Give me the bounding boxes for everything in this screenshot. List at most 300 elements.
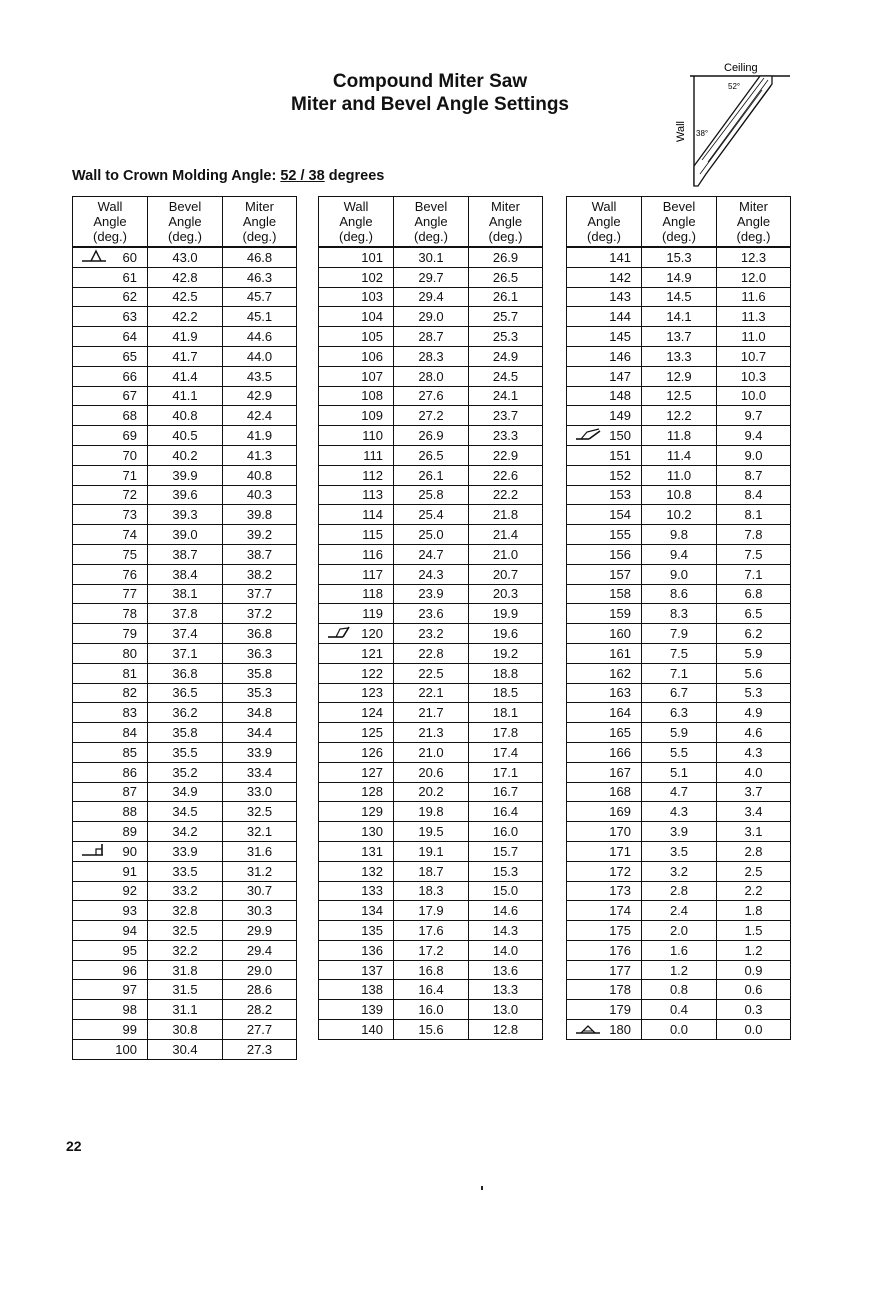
wall-angle-cell: 103 [319, 287, 394, 307]
table-row [73, 822, 297, 842]
bevel-angle-cell: 0.0 [642, 1020, 717, 1040]
table-row [73, 841, 297, 861]
bevel-angle-cell: 11.0 [642, 465, 717, 485]
print-speck [481, 1186, 483, 1190]
bevel-angle-cell: 34.2 [148, 822, 223, 842]
bevel-angle-cell: 37.1 [148, 643, 223, 663]
wall-angle-cell: 179 [567, 1000, 642, 1020]
bevel-angle-cell: 17.6 [394, 921, 469, 941]
miter-angle-cell: 36.3 [223, 643, 297, 663]
table-row [73, 960, 297, 980]
wall-angle-cell: 104 [319, 307, 394, 327]
wall-angle-cell: 98 [73, 1000, 148, 1020]
table-row [73, 901, 297, 921]
miter-angle-cell: 24.1 [469, 386, 543, 406]
miter-angle-cell: 29.4 [223, 940, 297, 960]
table-row [319, 960, 543, 980]
bevel-angle-cell: 23.6 [394, 604, 469, 624]
bevel-angle-cell: 29.4 [394, 287, 469, 307]
miter-angle-cell: 0.9 [717, 960, 791, 980]
bevel-angle-cell: 28.7 [394, 327, 469, 347]
miter-angle-cell: 33.9 [223, 742, 297, 762]
miter-angle-cell: 6.2 [717, 624, 791, 644]
molding-angle-heading [72, 168, 384, 184]
miter-angle-cell: 12.0 [717, 267, 791, 287]
miter-angle-cell: 41.3 [223, 445, 297, 465]
table-row [567, 881, 791, 901]
bevel-angle-cell: 40.2 [148, 445, 223, 465]
bevel-angle-cell: 15.3 [642, 247, 717, 267]
wall-angle-cell: 109 [319, 406, 394, 426]
miter-angle-cell: 46.8 [223, 247, 297, 267]
bevel-angle-cell: 1.2 [642, 960, 717, 980]
wall-angle-header: Wall Angle (deg.) [73, 197, 148, 248]
bevel-angle-cell: 20.2 [394, 782, 469, 802]
table-row [567, 762, 791, 782]
bevel-angle-header: Bevel Angle (deg.) [394, 197, 469, 248]
wall-angle-cell: 84 [73, 723, 148, 743]
table-row [319, 624, 543, 644]
table-row [73, 485, 297, 505]
miter-angle-cell: 11.0 [717, 327, 791, 347]
wall-angle-cell: 65 [73, 346, 148, 366]
miter-angle-cell: 13.3 [469, 980, 543, 1000]
wall-angle-cell: 146 [567, 346, 642, 366]
table-row [567, 841, 791, 861]
wall-angle-cell: 96 [73, 960, 148, 980]
wall-angle-cell: 64 [73, 327, 148, 347]
angle-table-141-180 [566, 196, 791, 1040]
miter-angle-cell: 24.9 [469, 346, 543, 366]
bevel-angle-cell: 38.7 [148, 544, 223, 564]
miter-angle-cell: 14.0 [469, 940, 543, 960]
table-row [567, 940, 791, 960]
bevel-angle-cell: 33.2 [148, 881, 223, 901]
table-row [319, 485, 543, 505]
wall-angle-cell: 92 [73, 881, 148, 901]
miter-angle-cell: 19.9 [469, 604, 543, 624]
miter-angle-cell: 14.3 [469, 921, 543, 941]
wall-angle-cell: 121 [319, 643, 394, 663]
table-row [567, 445, 791, 465]
table-header-row [73, 197, 297, 248]
table-row [567, 267, 791, 287]
table-row [73, 643, 297, 663]
bevel-angle-cell: 12.5 [642, 386, 717, 406]
table-row [567, 683, 791, 703]
table-row [319, 703, 543, 723]
miter-angle-cell: 8.4 [717, 485, 791, 505]
wall-angle-cell: 132 [319, 861, 394, 881]
bevel-angle-cell: 38.4 [148, 564, 223, 584]
wall-angle-cell: 168 [567, 782, 642, 802]
table-row [319, 346, 543, 366]
wall-angle-cell: 66 [73, 366, 148, 386]
wall-angle-cell: 62 [73, 287, 148, 307]
miter-angle-cell: 18.8 [469, 663, 543, 683]
bevel-angle-cell: 24.7 [394, 544, 469, 564]
table-row [73, 703, 297, 723]
bevel-angle-cell: 9.8 [642, 525, 717, 545]
table-row [73, 247, 297, 267]
bevel-angle-cell: 17.2 [394, 940, 469, 960]
bevel-angle-cell: 7.9 [642, 624, 717, 644]
miter-angle-cell: 38.2 [223, 564, 297, 584]
table-row [319, 584, 543, 604]
miter-angle-cell: 0.0 [717, 1020, 791, 1040]
table-row [567, 723, 791, 743]
miter-angle-cell: 34.4 [223, 723, 297, 743]
miter-angle-cell: 30.3 [223, 901, 297, 921]
wall-angle-cell: 95 [73, 940, 148, 960]
miter-angle-cell: 18.1 [469, 703, 543, 723]
bevel-angle-cell: 34.5 [148, 802, 223, 822]
wall-angle-cell: 93 [73, 901, 148, 921]
page-title: Compound Miter Saw [332, 71, 528, 92]
wall-angle-cell: 160 [567, 624, 642, 644]
right-angle-corner-icon [81, 843, 107, 860]
miter-angle-cell: 20.3 [469, 584, 543, 604]
wall-angle-cell: 128 [319, 782, 394, 802]
miter-angle-cell: 21.0 [469, 544, 543, 564]
table-header-row [567, 197, 791, 248]
table-row [319, 742, 543, 762]
bevel-angle-cell: 21.7 [394, 703, 469, 723]
miter-angle-cell: 31.6 [223, 841, 297, 861]
bevel-angle-cell: 6.3 [642, 703, 717, 723]
wall-angle-cell: 141 [567, 247, 642, 267]
miter-angle-cell: 9.7 [717, 406, 791, 426]
table-row [567, 1000, 791, 1020]
bevel-angle-cell: 9.4 [642, 544, 717, 564]
table-row [73, 1000, 297, 1020]
bevel-angle-cell: 28.3 [394, 346, 469, 366]
bevel-angle-cell: 4.3 [642, 802, 717, 822]
wall-angle-cell: 152 [567, 465, 642, 485]
bevel-angle-cell: 39.9 [148, 465, 223, 485]
wall-angle-cell: 130 [319, 822, 394, 842]
table-row [319, 921, 543, 941]
wall-angle-cell: 110 [319, 426, 394, 446]
angle-table-101-140 [318, 196, 543, 1040]
wall-angle-cell: 79 [73, 624, 148, 644]
miter-angle-cell: 1.5 [717, 921, 791, 941]
wall-angle-cell: 114 [319, 505, 394, 525]
miter-angle-cell: 11.6 [717, 287, 791, 307]
table-row [73, 307, 297, 327]
molding-angle-prefix: Wall to Crown Molding Angle: [72, 168, 281, 184]
miter-angle-cell: 19.6 [469, 624, 543, 644]
wall-angle-cell: 124 [319, 703, 394, 723]
bevel-angle-cell: 27.6 [394, 386, 469, 406]
wall-angle-cell: 111 [319, 445, 394, 465]
table-row [567, 782, 791, 802]
bevel-angle-cell: 19.8 [394, 802, 469, 822]
table-row [319, 564, 543, 584]
table-row [73, 366, 297, 386]
miter-angle-cell: 14.6 [469, 901, 543, 921]
bevel-angle-cell: 23.2 [394, 624, 469, 644]
table-row [319, 465, 543, 485]
wall-angle-cell: 68 [73, 406, 148, 426]
miter-angle-cell: 7.8 [717, 525, 791, 545]
bevel-angle-cell: 15.6 [394, 1020, 469, 1040]
bevel-angle-cell: 34.9 [148, 782, 223, 802]
wall-angle-cell: 105 [319, 327, 394, 347]
bevel-angle-cell: 30.1 [394, 247, 469, 267]
table-row [567, 663, 791, 683]
bevel-angle-cell: 24.3 [394, 564, 469, 584]
wall-angle-cell: 76 [73, 564, 148, 584]
miter-angle-cell: 22.6 [469, 465, 543, 485]
miter-angle-cell: 41.9 [223, 426, 297, 446]
table-row [319, 861, 543, 881]
miter-angle-cell: 28.6 [223, 980, 297, 1000]
bevel-angle-cell: 39.0 [148, 525, 223, 545]
wall-angle-cell: 140 [319, 1020, 394, 1040]
wall-angle-cell: 176 [567, 940, 642, 960]
bevel-angle-cell: 19.5 [394, 822, 469, 842]
table-row [319, 544, 543, 564]
bevel-angle-cell: 26.9 [394, 426, 469, 446]
miter-angle-cell: 22.9 [469, 445, 543, 465]
miter-angle-cell: 5.3 [717, 683, 791, 703]
miter-angle-cell: 7.1 [717, 564, 791, 584]
angle-table-60-100 [72, 196, 297, 1060]
table-row [319, 247, 543, 267]
wall-angle-cell: 125 [319, 723, 394, 743]
miter-angle-cell: 20.7 [469, 564, 543, 584]
miter-angle-cell: 22.2 [469, 485, 543, 505]
bevel-angle-cell: 5.1 [642, 762, 717, 782]
bevel-angle-cell: 10.2 [642, 505, 717, 525]
wall-angle-cell: 169 [567, 802, 642, 822]
table-row [73, 426, 297, 446]
table-row [567, 346, 791, 366]
miter-angle-cell: 27.7 [223, 1020, 297, 1040]
bevel-angle-cell: 12.9 [642, 366, 717, 386]
table-row [73, 386, 297, 406]
table-row [73, 683, 297, 703]
table-row [567, 643, 791, 663]
miter-angle-cell: 27.3 [223, 1039, 297, 1059]
wall-angle-cell: 72 [73, 485, 148, 505]
bevel-angle-cell: 11.8 [642, 426, 717, 446]
miter-angle-cell: 2.5 [717, 861, 791, 881]
table-row [567, 1020, 791, 1040]
miter-angle-cell: 26.9 [469, 247, 543, 267]
miter-angle-cell: 7.5 [717, 544, 791, 564]
wall-angle-cell: 63 [73, 307, 148, 327]
wall-angle-cell: 75 [73, 544, 148, 564]
wall-angle-cell: 61 [73, 267, 148, 287]
bevel-angle-cell: 13.7 [642, 327, 717, 347]
table-row [73, 861, 297, 881]
wide-obtuse-corner-icon [575, 427, 601, 444]
miter-angle-cell: 26.1 [469, 287, 543, 307]
bevel-angle-cell: 22.1 [394, 683, 469, 703]
bevel-angle-cell: 16.8 [394, 960, 469, 980]
table-row [319, 1000, 543, 1020]
miter-angle-cell: 15.0 [469, 881, 543, 901]
molding-angle-suffix: degrees [324, 168, 385, 184]
bevel-angle-cell: 16.0 [394, 1000, 469, 1020]
crown-molding-diagram [672, 56, 802, 188]
table-row [73, 564, 297, 584]
bevel-angle-cell: 43.0 [148, 247, 223, 267]
table-row [73, 465, 297, 485]
table-row [319, 940, 543, 960]
wall-angle-cell: 136 [319, 940, 394, 960]
wall-angle-cell: 149 [567, 406, 642, 426]
wall-angle-cell: 174 [567, 901, 642, 921]
miter-angle-cell: 32.1 [223, 822, 297, 842]
table-row [319, 683, 543, 703]
wall-angle-cell: 159 [567, 604, 642, 624]
bevel-angle-cell: 41.9 [148, 327, 223, 347]
miter-angle-cell: 3.7 [717, 782, 791, 802]
bevel-angle-cell: 29.0 [394, 307, 469, 327]
table-row [73, 584, 297, 604]
bevel-angle-cell: 26.5 [394, 445, 469, 465]
miter-angle-cell: 3.4 [717, 802, 791, 822]
wall-angle-cell: 119 [319, 604, 394, 624]
bevel-angle-cell: 35.5 [148, 742, 223, 762]
wall-angle-cell: 133 [319, 881, 394, 901]
miter-angle-cell: 32.5 [223, 802, 297, 822]
wall-angle-cell: 154 [567, 505, 642, 525]
miter-angle-cell: 3.1 [717, 822, 791, 842]
miter-angle-cell: 23.3 [469, 426, 543, 446]
wall-angle-cell: 123 [319, 683, 394, 703]
wall-angle-cell: 162 [567, 663, 642, 683]
wall-angle-cell: 145 [567, 327, 642, 347]
bevel-angle-cell: 0.8 [642, 980, 717, 1000]
miter-angle-cell: 33.4 [223, 762, 297, 782]
wall-angle-cell: 129 [319, 802, 394, 822]
table-row [73, 1039, 297, 1059]
angle-52-label: 52° [728, 82, 741, 91]
miter-angle-cell: 29.0 [223, 960, 297, 980]
table-row [73, 604, 297, 624]
table-row [567, 386, 791, 406]
miter-angle-cell: 5.9 [717, 643, 791, 663]
wall-angle-cell: 67 [73, 386, 148, 406]
miter-angle-cell: 6.5 [717, 604, 791, 624]
bevel-angle-cell: 8.3 [642, 604, 717, 624]
table-row [73, 940, 297, 960]
bevel-angle-cell: 19.1 [394, 841, 469, 861]
wall-angle-cell: 135 [319, 921, 394, 941]
wall-angle-cell: 158 [567, 584, 642, 604]
wall-angle-cell: 108 [319, 386, 394, 406]
wall-angle-cell: 144 [567, 307, 642, 327]
table-row [319, 762, 543, 782]
wall-angle-cell: 115 [319, 525, 394, 545]
bevel-angle-cell: 9.0 [642, 564, 717, 584]
table-row [73, 921, 297, 941]
wall-angle-cell: 126 [319, 742, 394, 762]
wall-angle-cell: 173 [567, 881, 642, 901]
bevel-angle-cell: 11.4 [642, 445, 717, 465]
wall-angle-cell: 82 [73, 683, 148, 703]
bevel-angle-cell: 41.7 [148, 346, 223, 366]
table-row [567, 544, 791, 564]
table-row [567, 901, 791, 921]
bevel-angle-cell: 33.5 [148, 861, 223, 881]
bevel-angle-cell: 25.4 [394, 505, 469, 525]
wall-angle-cell: 113 [319, 485, 394, 505]
bevel-angle-cell: 39.6 [148, 485, 223, 505]
table-row [73, 327, 297, 347]
table-row [567, 742, 791, 762]
miter-angle-cell: 25.3 [469, 327, 543, 347]
table-row [73, 525, 297, 545]
miter-angle-cell: 13.0 [469, 1000, 543, 1020]
bevel-angle-cell: 41.1 [148, 386, 223, 406]
miter-angle-cell: 16.7 [469, 782, 543, 802]
wall-angle-cell: 175 [567, 921, 642, 941]
wall-angle-cell: 60 [73, 247, 148, 267]
miter-angle-cell: 4.0 [717, 762, 791, 782]
bevel-angle-cell: 42.2 [148, 307, 223, 327]
bevel-angle-cell: 21.0 [394, 742, 469, 762]
table-row [567, 366, 791, 386]
wall-angle-cell: 112 [319, 465, 394, 485]
table-row [319, 386, 543, 406]
wall-angle-cell: 171 [567, 841, 642, 861]
page-subtitle-line: Miter and Bevel Angle Settings [290, 94, 569, 115]
miter-angle-cell: 37.7 [223, 584, 297, 604]
table-row [567, 287, 791, 307]
table-row [567, 525, 791, 545]
table-row [73, 742, 297, 762]
wall-angle-cell: 150 [567, 426, 642, 446]
miter-angle-cell: 10.3 [717, 366, 791, 386]
wall-angle-cell: 90 [73, 841, 148, 861]
wall-angle-cell: 177 [567, 960, 642, 980]
bevel-angle-cell: 33.9 [148, 841, 223, 861]
miter-angle-cell: 38.7 [223, 544, 297, 564]
wall-angle-cell: 83 [73, 703, 148, 723]
miter-angle-cell: 26.5 [469, 267, 543, 287]
table-row [319, 604, 543, 624]
wall-angle-cell: 100 [73, 1039, 148, 1059]
wall-angle-cell: 148 [567, 386, 642, 406]
miter-angle-cell: 31.2 [223, 861, 297, 881]
table-row [319, 802, 543, 822]
bevel-angle-cell: 31.8 [148, 960, 223, 980]
miter-angle-cell: 37.2 [223, 604, 297, 624]
miter-angle-cell: 16.4 [469, 802, 543, 822]
wall-angle-cell: 71 [73, 465, 148, 485]
bevel-angle-cell: 3.9 [642, 822, 717, 842]
table-row [73, 505, 297, 525]
miter-angle-cell: 9.0 [717, 445, 791, 465]
miter-angle-cell: 30.7 [223, 881, 297, 901]
wall-angle-cell: 127 [319, 762, 394, 782]
flat-corner-icon [575, 1021, 601, 1038]
miter-angle-cell: 44.0 [223, 346, 297, 366]
wall-angle-header: Wall Angle (deg.) [567, 197, 642, 248]
table-row [73, 445, 297, 465]
table-row [319, 822, 543, 842]
wall-angle-cell: 97 [73, 980, 148, 1000]
wall-angle-cell: 178 [567, 980, 642, 1000]
bevel-angle-cell: 10.8 [642, 485, 717, 505]
miter-angle-cell: 43.5 [223, 366, 297, 386]
miter-angle-cell: 45.7 [223, 287, 297, 307]
